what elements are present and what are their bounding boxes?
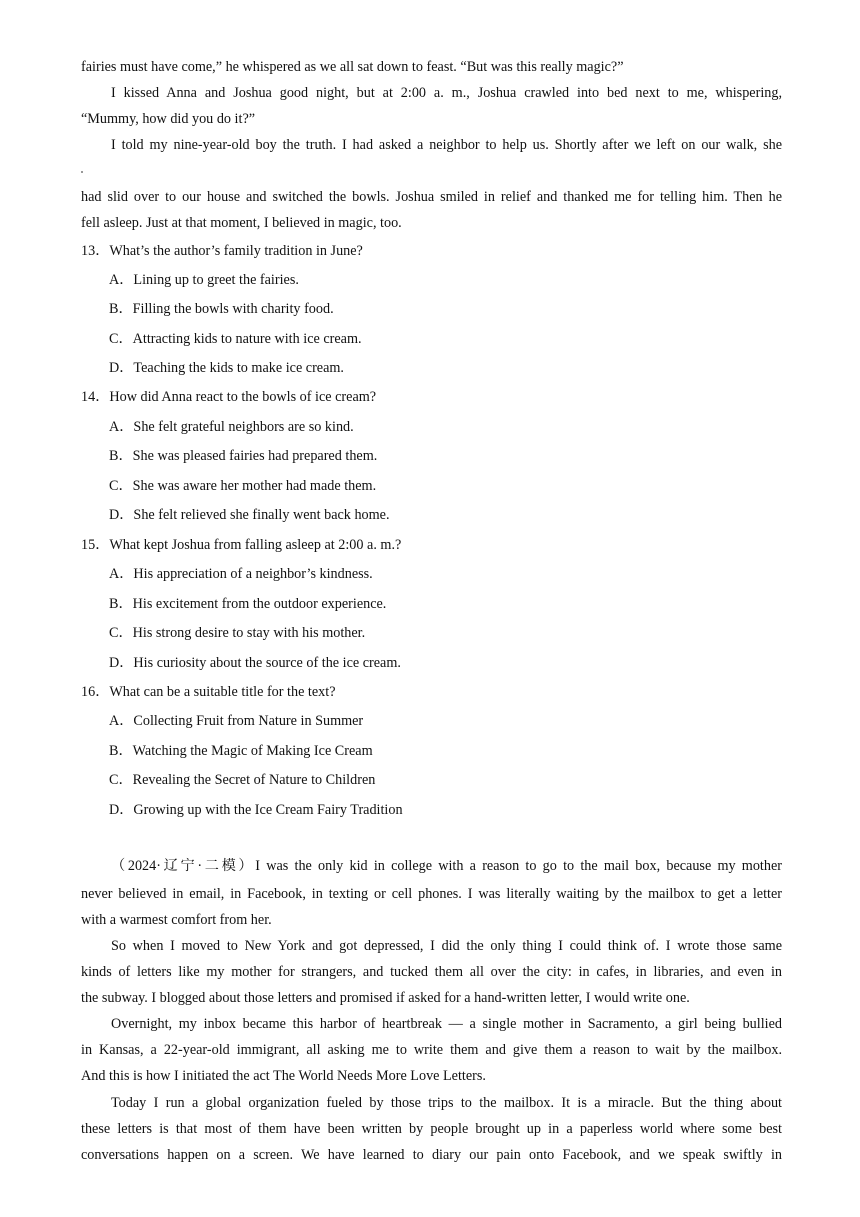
passage-line: So when I moved to New York and got depressed, I did the only thing I could think of. I wrote those same: [111, 938, 782, 954]
answer-option: D．Teaching the kids to make ice cream.: [109, 360, 344, 376]
answer-option: D．She felt relieved she finally went back home.: [109, 507, 390, 523]
story-line: “Mummy, how did you do it?”: [81, 111, 256, 127]
passage-line: Overnight, my inbox became this harbor of heartbreak — a single mother in Sacramento, a girl being bullied: [111, 1016, 782, 1032]
answer-option: A．His appreciation of a neighbor’s kindness.: [109, 566, 373, 582]
story-line: had slid over to our house and switched the bowls. Joshua smiled in relief and thanked me for telling him. Then he: [81, 189, 782, 205]
story-line: fell asleep. Just at that moment, I believed in magic, too.: [81, 215, 402, 231]
answer-option: C．Revealing the Secret of Nature to Children: [109, 772, 376, 788]
question-stem: 14．How did Anna react to the bowls of ice cream?: [81, 389, 377, 405]
answer-option: B．Watching the Magic of Making Ice Cream: [109, 743, 373, 759]
passage-line: these letters is that most of them have been written by people brought up in a paperless world where some best: [81, 1121, 782, 1137]
answer-option: B．Filling the bowls with charity food.: [109, 301, 334, 317]
passage-line: never believed in email, in Facebook, in texting or cell phones. I was literally waiting by the mailbox to get a letter: [81, 886, 782, 902]
passage-line: kinds of letters like my mother for strangers, and tucked them all over the city: in cafes, in libraries, and even in: [81, 964, 782, 980]
passage-line: Today I run a global organization fueled by those trips to the mailbox. It is a miracle. But the thing about: [111, 1095, 782, 1111]
passage-line: in Kansas, a 22-year-old immigrant, all asking me to write them and give them a reason to wait by the mailbox.: [81, 1042, 782, 1058]
story-line: fairies must have come,” he whispered as we all sat down to feast. “But was this really magic?”: [81, 59, 624, 75]
answer-option: A．Lining up to greet the fairies.: [109, 272, 299, 288]
answer-option: D．Growing up with the Ice Cream Fairy Tradition: [109, 802, 403, 818]
passage-line: with a warmest comfort from her.: [81, 912, 272, 928]
answer-option: D．His curiosity about the source of the ice cream.: [109, 655, 401, 671]
answer-option: B．His excitement from the outdoor experience.: [109, 596, 387, 612]
stray-mark: [81, 171, 83, 173]
question-stem: 16．What can be a suitable title for the text?: [81, 684, 336, 700]
passage-line: conversations happen on a screen. We have learned to diary our pain onto Facebook, and we speak swiftly in: [81, 1147, 782, 1163]
story-line: I kissed Anna and Joshua good night, but at 2:00 a. m., Joshua crawled into bed next to me, whispering,: [111, 85, 782, 101]
answer-option: A．Collecting Fruit from Nature in Summer: [109, 713, 364, 729]
passage-line: the subway. I blogged about those letters and promised if asked for a hand-written letter, I would write one.: [81, 990, 690, 1006]
passage-line: And this is how I initiated the act The World Needs More Love Letters.: [81, 1068, 486, 1084]
answer-option: C．She was aware her mother had made them.: [109, 478, 377, 494]
question-stem: 13．What’s the author’s family tradition in June?: [81, 243, 363, 259]
passage-line: （2024·辽宁·二模）I was the only kid in college with a reason to go to the mail box, because my mother: [111, 858, 782, 874]
answer-option: A．She felt grateful neighbors are so kind.: [109, 419, 354, 435]
question-stem: 15．What kept Joshua from falling asleep at 2:00 a. m.?: [81, 537, 402, 553]
answer-option: C．His strong desire to stay with his mother.: [109, 625, 366, 641]
answer-option: B．She was pleased fairies had prepared them.: [109, 448, 378, 464]
answer-option: C．Attracting kids to nature with ice cream.: [109, 331, 362, 347]
story-line: I told my nine-year-old boy the truth. I had asked a neighbor to help us. Shortly after we left on our walk, she: [111, 137, 782, 153]
